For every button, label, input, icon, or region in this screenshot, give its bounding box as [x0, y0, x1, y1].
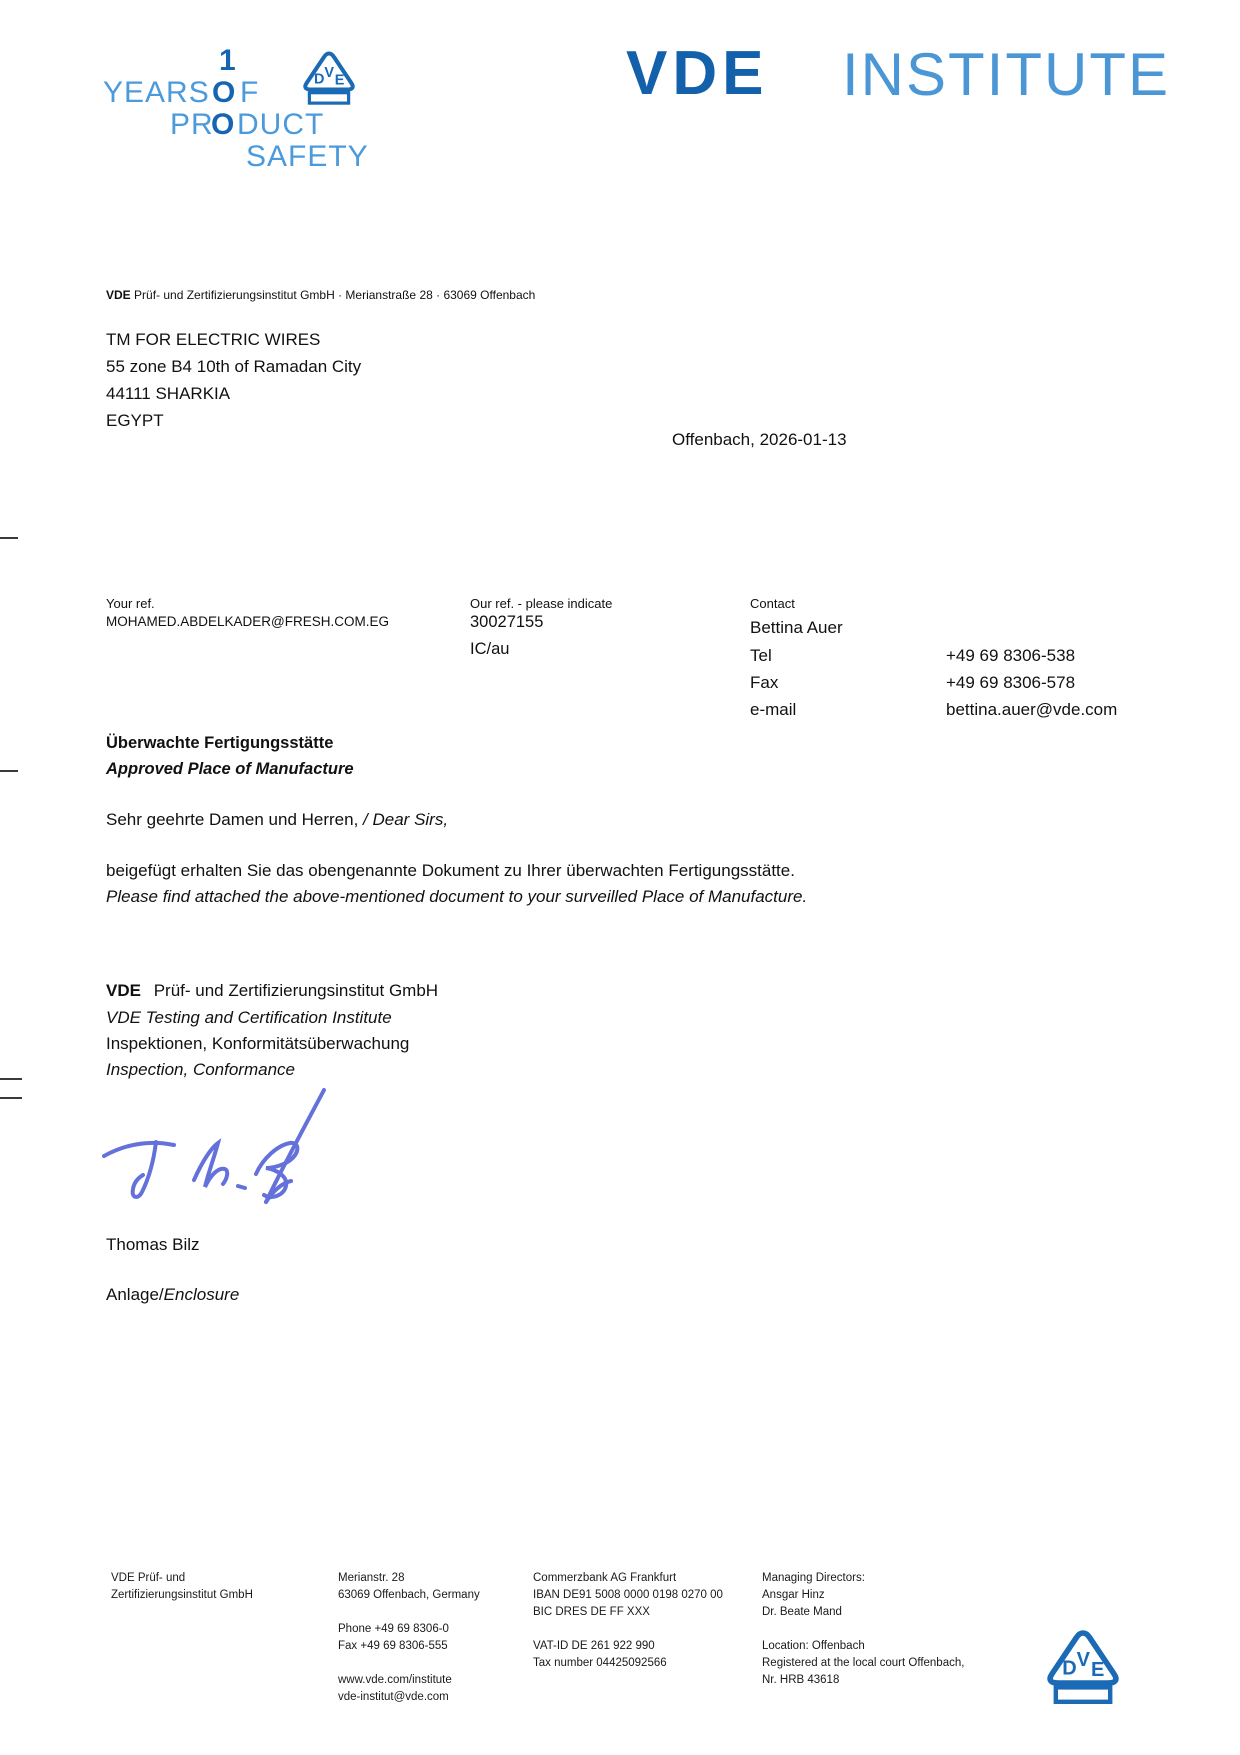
footer-line [338, 1604, 480, 1621]
our-ref-code: IC/au [470, 640, 510, 658]
signature-company [106, 981, 438, 1001]
date-line: Offenbach, 2026-01-13 [672, 430, 847, 449]
anniversary-word-pr: PR [170, 108, 214, 141]
footer-line: Ansgar Hinz [762, 1589, 825, 1601]
triangle-letter-e: E [334, 72, 345, 89]
fold-mark [0, 1078, 22, 1080]
footer-line: IBAN DE91 5008 0000 0198 0270 00 [533, 1589, 723, 1601]
anniversary-word-safety: SAFETY [246, 140, 369, 173]
enclosure-line [106, 1285, 239, 1305]
triangle-letter-d: D [1062, 1657, 1077, 1680]
recipient-address [106, 326, 361, 434]
your-ref-value: MOHAMED.ABDELKADER@FRESH.COM.EG [106, 614, 389, 629]
sender-line [106, 288, 535, 302]
contact-name: Bettina Auer [750, 618, 843, 637]
footer-line: Managing Directors: [762, 1572, 865, 1584]
signature-scribble [98, 1082, 348, 1217]
footer-line: Fax +49 69 8306-555 [338, 1640, 448, 1652]
footer-col-bank [533, 1570, 723, 1672]
contact-tel-row [750, 646, 1150, 666]
triangle-letter-v: V [1076, 1648, 1090, 1671]
recipient-line: 44111 SHARKIA [106, 384, 231, 403]
brand-vde-text: VDE [626, 39, 769, 108]
signature-company-rest: Prüf- und Zertifizierungsinstitut GmbH [148, 981, 439, 1000]
tel-label: Tel [750, 646, 772, 665]
footer-col-address [338, 1570, 480, 1706]
fold-mark [0, 537, 18, 539]
vde-triangle-icon [300, 50, 358, 106]
signature-dept-en: Inspection, Conformance [106, 1060, 295, 1079]
footer-line: Nr. HRB 43618 [762, 1674, 840, 1686]
footer-line: Merianstr. 28 [338, 1572, 405, 1584]
salutation [106, 810, 448, 830]
contact-label: Contact [750, 596, 795, 611]
contact-email-row [750, 700, 1150, 720]
footer-line: Phone +49 69 8306-0 [338, 1623, 449, 1635]
subject-en: Approved Place of Manufacture [106, 760, 354, 778]
anniversary-word-duct: DUCT [237, 108, 325, 141]
tel-value: +49 69 8306-538 [946, 646, 1076, 665]
anniversary-digit-0b: O [211, 108, 236, 141]
brand-institute-text: INSTITUTE [842, 41, 1170, 108]
email-label: e-mail [750, 700, 797, 719]
sender-line-address: Prüf- und Zertifizierungsinstitut GmbH · Merianstraße 28 · 63069 Offenbach [130, 288, 536, 302]
footer-line: Registered at the local court Offenbach, [762, 1657, 965, 1669]
footer-col-directors [762, 1570, 964, 1689]
footer-line: Commerzbank AG Frankfurt [533, 1572, 677, 1584]
subject-de: Überwachte Fertigungsstätte [106, 734, 334, 752]
our-ref-value: 30027155 [470, 613, 544, 631]
anniversary-digit-0a: O [212, 76, 237, 109]
triangle-letter-d: D [313, 71, 325, 88]
footer-email: vde-institut@vde.com [338, 1691, 449, 1703]
sender-line-company: VDE [106, 288, 131, 302]
recipient-line: TM FOR ELECTRIC WIRES [106, 330, 321, 349]
triangle-letter-v: V [324, 65, 335, 82]
footer-line [338, 1655, 480, 1672]
footer-line: 63069 Offenbach, Germany [338, 1589, 480, 1601]
fold-mark [0, 770, 18, 772]
contact-fax-row [750, 673, 1150, 693]
signature-dept-de: Inspektionen, Konformitätsüberwachung [106, 1034, 410, 1053]
footer-line [762, 1621, 964, 1638]
triangle-letter-e: E [1091, 1659, 1105, 1682]
anniversary-word-of-f: F [240, 76, 260, 109]
recipient-line: 55 zone B4 10th of Ramadan City [106, 357, 362, 376]
footer-line: Zertifizierungsinstitut GmbH [111, 1589, 253, 1601]
footer-line: Location: Offenbach [762, 1640, 865, 1652]
recipient-line: EGYPT [106, 411, 164, 430]
footer-line: Dr. Beate Mand [762, 1606, 842, 1618]
email-value: bettina.auer@vde.com [946, 700, 1118, 719]
fold-mark [0, 1097, 22, 1099]
signature-company-bold: VDE [106, 981, 141, 1000]
body-paragraph-de: beigefügt erhalten Sie das obengenannte Dokument zu Ihrer überwachten Fertigungsstätte. [106, 861, 795, 880]
anniversary-digit-1: 1 [219, 44, 237, 77]
footer-line: BIC DRES DE FF XXX [533, 1606, 650, 1618]
salutation-de: Sehr geehrte Damen und Herren, [106, 810, 364, 829]
footer-line: VAT-ID DE 261 922 990 [533, 1640, 655, 1652]
signer-name: Thomas Bilz [106, 1235, 200, 1254]
vde-triangle-logo-footer [1043, 1628, 1123, 1706]
body-paragraph-en: Please find attached the above-mentioned document to your surveilled Place of Manufacture. [106, 887, 808, 906]
our-ref-label: Our ref. - please indicate [470, 596, 613, 611]
signature-company-en: VDE Testing and Certification Institute [106, 1008, 392, 1027]
enclosure-de: Anlage/ [106, 1285, 164, 1304]
footer-line: Tax number 04425092566 [533, 1657, 667, 1669]
anniversary-word-years: YEARS [103, 76, 210, 109]
footer-line: VDE Prüf- und [111, 1572, 186, 1584]
fax-label: Fax [750, 673, 779, 692]
footer-line [533, 1621, 723, 1638]
your-ref-label: Your ref. [106, 596, 155, 611]
enclosure-en: Enclosure [163, 1285, 240, 1304]
footer-col-company [111, 1570, 253, 1604]
fax-value: +49 69 8306-578 [946, 673, 1076, 692]
salutation-en: / Dear Sirs, [363, 810, 449, 829]
footer-website: www.vde.com/institute [338, 1674, 452, 1686]
